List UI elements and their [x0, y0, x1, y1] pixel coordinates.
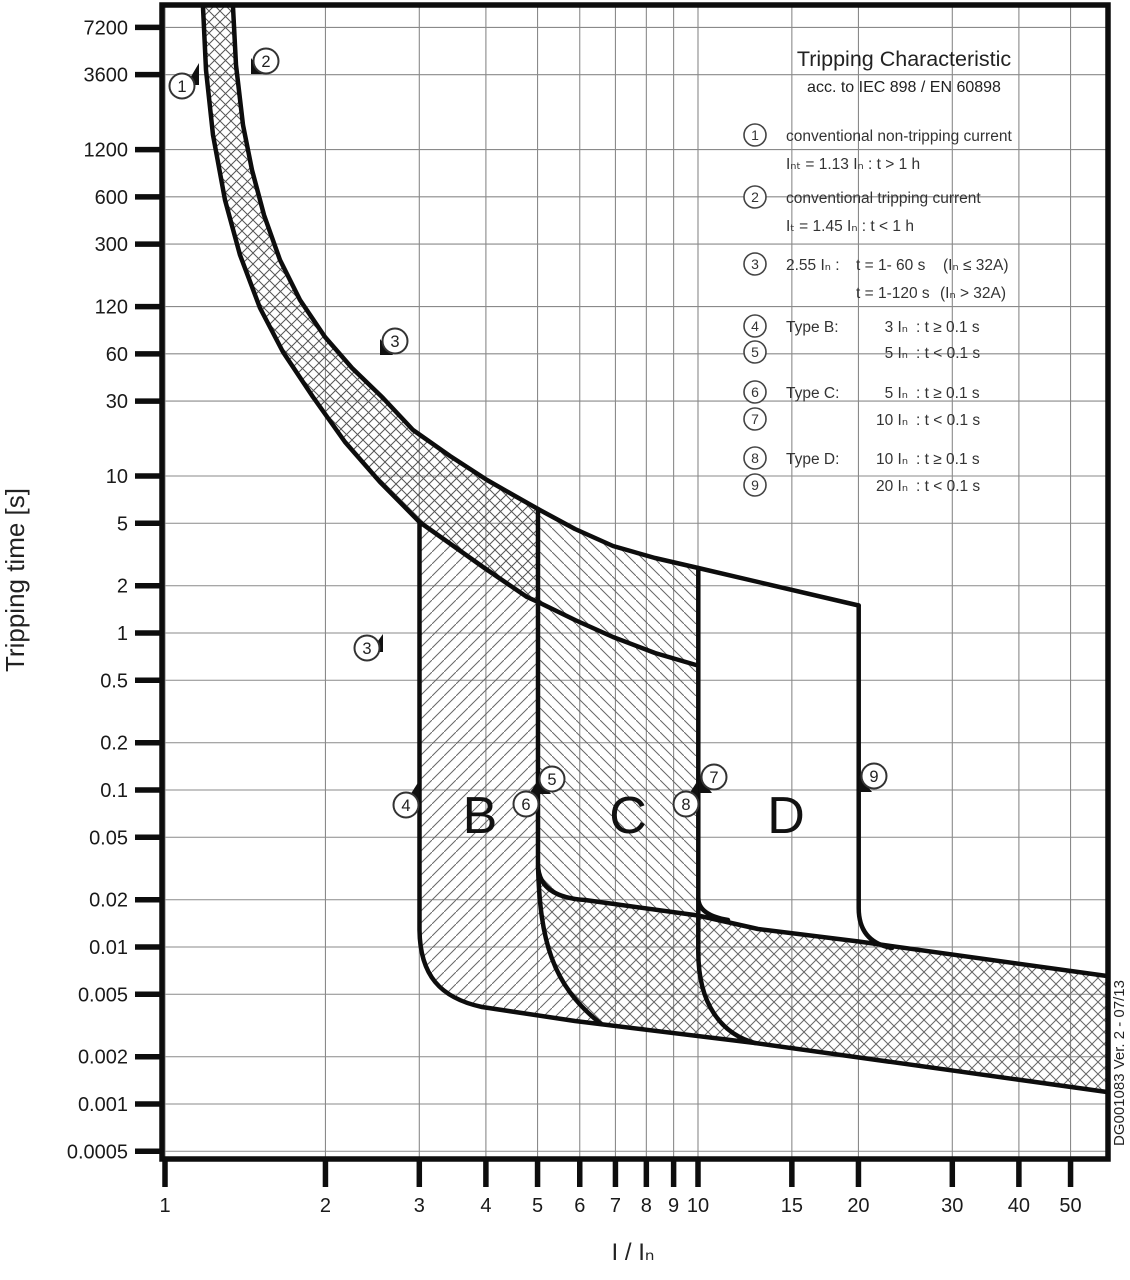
svg-text:: t < 0.1 s: : t < 0.1 s	[916, 478, 981, 495]
legend-item-6	[744, 381, 980, 403]
svg-text:1: 1	[751, 127, 759, 143]
svg-text:2: 2	[751, 189, 759, 205]
svg-text:2: 2	[261, 53, 271, 71]
y-tick-label: 0.0005	[66, 1141, 128, 1164]
y-tick-label: 600	[94, 186, 128, 209]
svg-text:Type C:: Type C:	[786, 385, 840, 402]
svg-text:t = 1- 60 s: t = 1- 60 s	[856, 257, 926, 274]
svg-text:conventional tripping current: conventional tripping current	[786, 190, 981, 207]
svg-text:7: 7	[709, 769, 719, 787]
region-label-d: D	[767, 787, 805, 845]
x-tick-label: 7	[609, 1195, 621, 1217]
y-tick-label: 0.5	[100, 670, 128, 693]
svg-text:8: 8	[751, 450, 759, 466]
region-label-c: C	[609, 787, 647, 845]
svg-text:Iₜ = 1.45 Iₙ : t < 1 h: Iₜ = 1.45 Iₙ : t < 1 h	[786, 218, 914, 235]
svg-text:Type B:: Type B:	[786, 319, 839, 336]
svg-text:5 Iₙ: 5 Iₙ	[884, 385, 908, 402]
y-tick-label: 60	[105, 343, 128, 366]
y-tick-label: 0.01	[89, 937, 128, 959]
y-tick-label: 1200	[83, 139, 128, 162]
x-tick-label: 3	[413, 1195, 425, 1217]
svg-text:4: 4	[751, 318, 759, 334]
svg-text:Iₙₜ = 1.13 Iₙ : t > 1 h: Iₙₜ = 1.13 Iₙ : t > 1 h	[786, 156, 921, 173]
legend	[744, 47, 1012, 496]
callout-4	[394, 781, 420, 818]
svg-text:3 Iₙ: 3 Iₙ	[884, 319, 908, 336]
x-tick-label: 40	[1007, 1195, 1031, 1217]
legend-item-7	[744, 408, 980, 430]
x-tick-label: 8	[640, 1195, 652, 1217]
callout-3-lower	[355, 634, 384, 661]
legend-item-4	[744, 315, 980, 337]
legend-title: Tripping Characteristic	[796, 47, 1012, 71]
y-tick-label: 10	[105, 466, 128, 488]
legend-item-3	[744, 253, 1009, 302]
legend-item-2	[744, 186, 981, 235]
svg-text:1: 1	[177, 78, 187, 96]
x-tick-label: 9	[668, 1195, 680, 1217]
svg-text:: t < 0.1 s: : t < 0.1 s	[916, 345, 981, 362]
svg-text:: t ≥ 0.1 s: : t ≥ 0.1 s	[916, 451, 980, 468]
svg-text:2.55 Iₙ :: 2.55 Iₙ :	[786, 257, 840, 274]
y-tick-label: 120	[94, 296, 128, 319]
y-tick-label: 2	[116, 575, 128, 598]
svg-text:5 Iₙ: 5 Iₙ	[884, 345, 908, 362]
callout-3-upper	[380, 329, 408, 356]
y-tick-label: 1	[116, 623, 128, 645]
document-reference: DG001083 Ver. 2 - 07/13	[1111, 980, 1128, 1146]
x-axis-title: I / Iₙ	[611, 1239, 655, 1266]
svg-text:8: 8	[681, 796, 691, 814]
legend-subtitle: acc. to IEC 898 / EN 60898	[807, 79, 1001, 96]
x-tick-label: 2	[319, 1195, 332, 1217]
callout-7	[699, 765, 727, 794]
y-tick-label: 0.02	[89, 889, 128, 912]
y-tick-label: 0.005	[77, 984, 128, 1007]
legend-item-8	[744, 447, 980, 469]
x-tick-label: 15	[780, 1195, 803, 1217]
svg-text:4: 4	[401, 797, 411, 815]
svg-text:(Iₙ > 32A): (Iₙ > 32A)	[940, 285, 1007, 302]
y-tick-label: 0.001	[77, 1094, 128, 1116]
callout-1	[170, 63, 200, 99]
svg-text:6: 6	[751, 384, 759, 400]
svg-text:3: 3	[751, 256, 759, 272]
x-tick-label: 20	[847, 1195, 870, 1217]
svg-text:9: 9	[869, 768, 879, 786]
y-tick-label: 3600	[83, 64, 128, 87]
x-tick-label: 10	[686, 1195, 710, 1217]
y-axis-ticks	[67, 17, 162, 1163]
svg-text:conventional non-tripping curr: conventional non-tripping current	[786, 128, 1012, 145]
svg-text:(Iₙ ≤ 32A): (Iₙ ≤ 32A)	[943, 257, 1009, 274]
thermal-band-hatch	[203, 7, 538, 602]
x-tick-label: 5	[531, 1195, 544, 1217]
svg-text:3: 3	[362, 640, 372, 658]
x-tick-label: 6	[574, 1195, 586, 1217]
svg-text:3: 3	[390, 333, 400, 351]
callout-2	[251, 49, 279, 75]
y-tick-label: 5	[116, 513, 128, 536]
region-label-b: B	[462, 787, 498, 845]
y-axis-title: Tripping time [s]	[0, 488, 30, 672]
svg-text:5: 5	[751, 344, 759, 360]
svg-text:: t ≥ 0.1 s: : t ≥ 0.1 s	[916, 319, 980, 336]
x-tick-label: 4	[480, 1195, 492, 1217]
y-tick-label: 0.1	[100, 780, 128, 802]
legend-item-5	[744, 341, 980, 363]
y-tick-label: 7200	[83, 17, 128, 40]
svg-text:20 Iₙ: 20 Iₙ	[875, 478, 908, 495]
legend-item-1	[744, 124, 1012, 173]
y-tick-label: 0.05	[89, 827, 128, 850]
legend-item-9	[744, 474, 980, 496]
svg-text:10 Iₙ: 10 Iₙ	[875, 451, 908, 468]
x-tick-label: 1	[159, 1195, 171, 1217]
y-tick-label: 30	[105, 391, 128, 414]
x-axis-ticks	[159, 1159, 1081, 1217]
callout-9	[859, 764, 887, 793]
y-tick-label: 0.2	[100, 732, 128, 755]
svg-text:: t < 0.1 s: : t < 0.1 s	[916, 412, 981, 429]
svg-text:6: 6	[521, 796, 531, 814]
svg-text:t = 1-120 s: t = 1-120 s	[856, 285, 930, 302]
svg-text:Type D:: Type D:	[786, 451, 840, 468]
svg-text:10 Iₙ: 10 Iₙ	[875, 412, 908, 429]
svg-text:9: 9	[751, 477, 759, 493]
svg-text:: t ≥ 0.1 s: : t ≥ 0.1 s	[916, 385, 980, 402]
y-tick-label: 300	[94, 234, 128, 257]
y-tick-label: 0.002	[77, 1046, 128, 1069]
x-tick-label: 50	[1059, 1195, 1082, 1217]
svg-text:7: 7	[751, 411, 759, 427]
svg-text:5: 5	[547, 771, 557, 789]
x-tick-label: 30	[941, 1195, 964, 1217]
